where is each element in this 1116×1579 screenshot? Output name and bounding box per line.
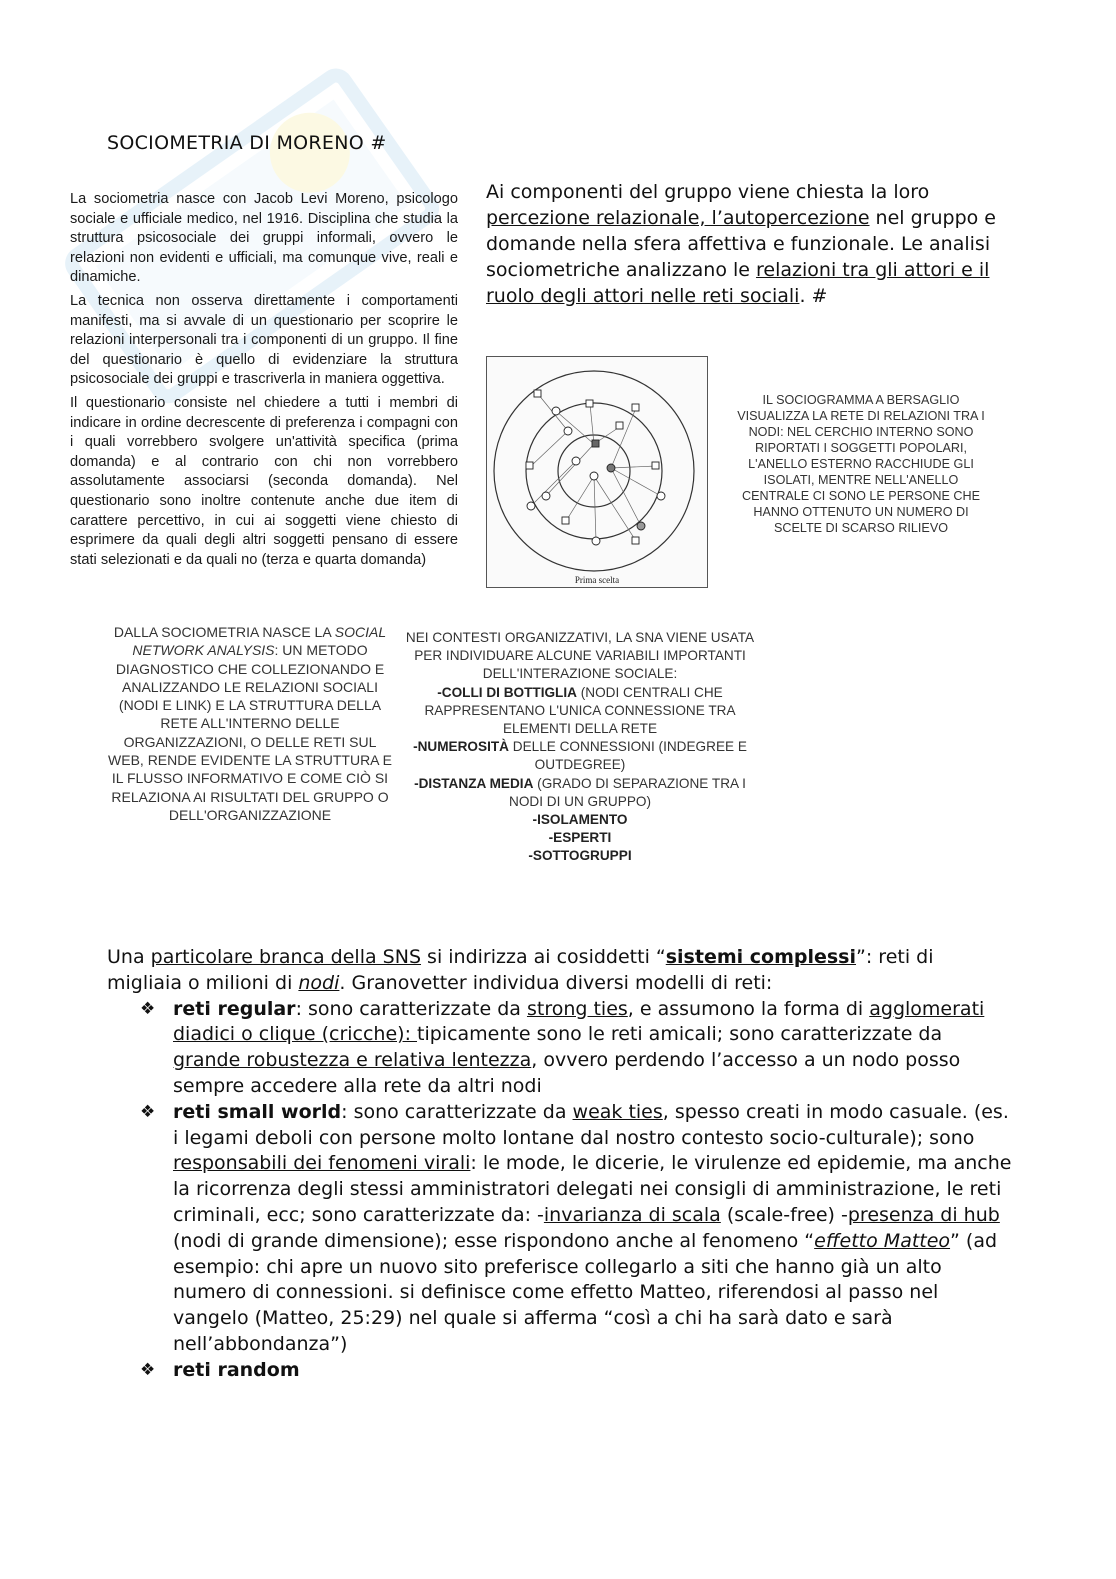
list-item-reti-regular: ❖ reti regular: sono caratterizzate da strong ties, e assumono la forma di agglomerati diadici o clique (cricche): tipicamente sono le reti amicali; sono caratterizzate da grande robustezza e relativa lentezza, ovvero perdendo l’accesso a un nodo posso sempre accedere alla rete da altri nodi: [140, 997, 985, 1097]
scanned-text-block: [70, 190, 458, 574]
sna-caption: DALLA SOCIOMETRIA NASCE LA SOCIAL NETWORK ANALYSIS: UN METODO DIAGNOSTICO CHE COLLEZIONANDO E ANALIZZANDO LE RELAZIONI SOCIALI (NODI E LINK) E LA STRUTTURA DELLA RETE ALL'INTERNO DELLE ORGANIZZAZIONI, O DELLE RETI SUL WEB, RENDE EVIDENTE LA STRUTTURA E IL FLUSSO INFORMATIVO E COME CIÒ SI RELAZIONA AI RISULTATI DEL GRUPPO O DELL'ORGANIZZAZIONE: [108, 624, 392, 823]
diamond-bullet-icon: ❖: [140, 1101, 156, 1122]
intro-paragraph: Ai componenti del gruppo viene chiesta la loro percezione relazionale, l’autopercezione nel gruppo e domande nella sfera affettiva e funzionale. Le analisi sociometriche analizzano le relazioni tra gli attori e il ruolo degli attori nelle reti sociali. #: [486, 181, 996, 307]
scan-paragraph-3: Il questionario consiste nel chiedere a tutti i membri di indicare in ordine decrescente di preferenza i compagni con i quali vorrebbero svolgere un'attività specifica (prima domanda) e al contrario con chi non vorrebbero assolutamente associarsi (seconda domanda). Nel questionario sono inoltre contenute anche due item di carattere percettivo, in cui ai soggetti viene chiesto di esprimere da quali degli altri soggetti pensano di essere stati selezionati e da quali no (terza e quarta domanda): [70, 394, 458, 568]
scan-paragraph-1: La sociometria nasce con Jacob Levi Moreno, psicologo sociale e ufficiale medico, nel 1916. Disciplina che studia la struttura psicosociale dei gruppi informali, ovvero le relazioni non evidenti e ufficiali, ma comunque vive, reali e dinamiche.: [70, 191, 458, 286]
list-item-reti-small-world: ❖ reti small world: sono caratterizzate da weak ties, spesso creati in modo casuale. (es. i legami deboli con persone molto lontane dal nostro contesto socio-culturale); sono responsabili dei fenomeni virali: le mode, le dicerie, le virulenze ed epidemie, ma anche la ricorrenza degli stessi amministratori delegati nei consigli di amministrazione, le reti criminali, ecc; sono caratterizzate da: -invarianza di scala (scale-free) -presenza di hub (nodi di grande dimensione); esse rispondono anche al fenomeno “effetto Matteo” (ad esempio: chi apre un nuovo sito preferisce collegarlo a siti che hanno già un alto numero di connessioni. si definisce come effetto Matteo, riferendosi al passo nel vangelo (Matteo, 25:29) nel quale si afferma “così a chi ha sarà dato e sarà nell’abbondanza”): [140, 1100, 1012, 1355]
organization-caption: NEI CONTESTI ORGANIZZATIVI, LA SNA VIENE USATA PER INDIVIDUARE ALCUNE VARIABILI IMPORTANTI DELL'INTERAZIONE SOCIALE: -COLLI DI BOTTIGLIA (NODI CENTRALI CHE RAPPRESENTANO L'UNICA CONNESSIONE TRA ELEMENTI DELLA RETE -NUMEROSITÀ DELLE CONNESSIONI (INDEGREE E OUTDEGREE) -DISTANZA MEDIA (GRADO DI SEPARAZIONE TRA I NODI DI UN GRUPPO) -ISOLAMENTO -ESPERTI -SOTTOGRUPPI: [405, 630, 755, 864]
list-item-reti-random: ❖ reti random: [107, 1358, 1012, 1384]
body-text: [107, 945, 1012, 1384]
page-title: SOCIOMETRIA DI MORENO #: [107, 132, 387, 154]
sociogram-label: Prima scelta: [574, 575, 620, 585]
diamond-bullet-icon: ❖: [140, 1359, 156, 1380]
sociogram-figure: [486, 356, 708, 588]
body-intro-paragraph: Una particolare branca della SNS si indirizza ai cosiddetti “sistemi complessi”: reti di migliaia o milioni di nodi. Granovetter individua diversi modelli di reti:: [107, 946, 934, 994]
sociogram-caption: IL SOCIOGRAMMA A BERSAGLIO VISUALIZZA LA RETE DI RELAZIONI TRA I NODI: NEL CERCHIO INTERNO SONO RIPORTATI I SOGGETTI POPOLARI, L'ANELLO ESTERNO RACCHIUDE GLI ISOLATI, MENTRE NELL'ANELLO CENTRALE CI SONO LE PERSONE CHE HANNO OTTENUTO UN NUMERO DI SCELTE DI SCARSO RILIEVO: [737, 393, 985, 535]
intro-underline-2: relazioni tra gli attori e il ruolo degli attori nelle reti sociali: [486, 259, 990, 307]
diamond-bullet-icon: ❖: [140, 998, 156, 1019]
scan-paragraph-2: La tecnica non osserva direttamente i comportamenti manifesti, ma si avvale di un questionario per scoprire le relazioni interpersonali tra i componenti di un gruppo. Il fine del questionario è quello di evidenziare la struttura psicosociale dei gruppi e trascriverla in maniera oggettiva.: [70, 292, 458, 388]
intro-underline-1: percezione relazionale, l’autopercezione: [486, 207, 870, 229]
